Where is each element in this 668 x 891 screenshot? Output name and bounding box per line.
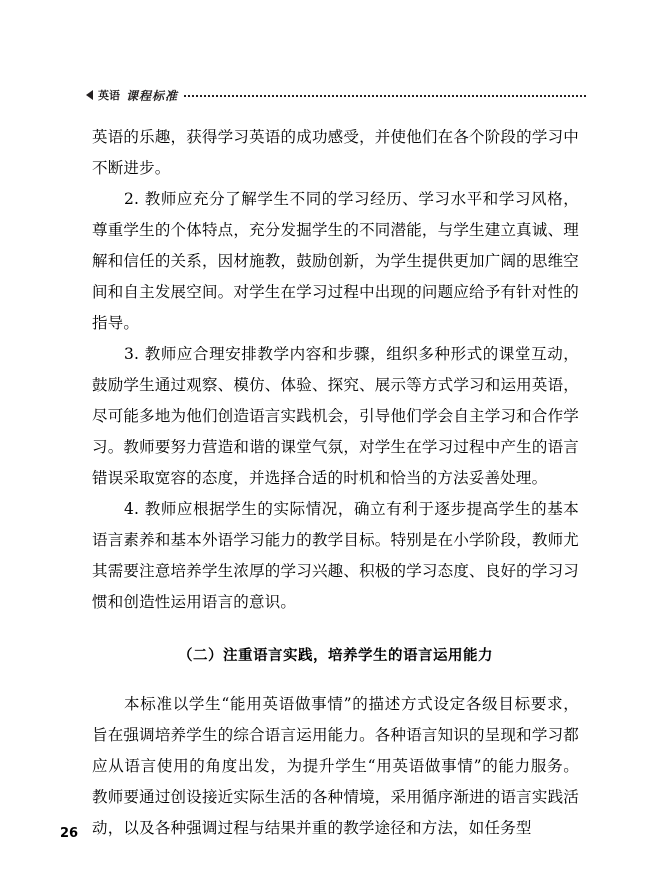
section-heading: （二）注重语言实践，培养学生的语言运用能力	[178, 647, 493, 664]
left-triangle-icon	[86, 90, 93, 100]
header-dotted-rule	[184, 95, 586, 98]
header-subject-label: 英语	[98, 89, 120, 102]
paragraph-item-3: 3. 教师应合理安排教学内容和步骤，组织多种形式的课堂互动，鼓励学生通过观察、模仿、体验、探究、展示等方式学习和运用英语，尽可能多地为他们创造语言实践机会，引导他们学会自主学习和合作学习。教师要努力营造和谐的课堂气氛，对学生在学习过程中产生的语言错误采取宽容的态度，并选择合适的时机和恰当的方法妥善处理。	[92, 345, 579, 487]
spacer-below-heading	[92, 671, 579, 689]
page-header	[86, 84, 586, 106]
spacer-above-heading	[92, 618, 579, 640]
paragraph-after-heading-1: 本标准以学生“能用英语做事情”的描述方式设定各级目标要求，旨在强调培养学生的综合语言运用能力。各种语言知识的呈现和学习都应从语言使用的角度出发，为提升学生“用英语做事情”的能力服务。教师要通过创设接近实际生活的各种情境，采用循序渐进的语言实践活动，以及各种强调过程与结果并重的教学途径和方法，如任务型	[92, 695, 579, 837]
paragraph-item-4: 4. 教师应根据学生的实际情况，确立有利于逐步提高学生的基本语言素养和基本外语学习能力的教学目标。特别是在小学阶段，教师尤其需要注意培养学生浓厚的学习兴趣、积极的学习态度、良好的学习习惯和创造性运用语言的意识。	[92, 500, 579, 611]
header-standard-label: 课程标准	[126, 88, 179, 103]
paragraph-continued: 英语的乐趣，获得学习英语的成功感受，并使他们在各个阶段的学习中不断进步。	[92, 128, 579, 177]
paragraph-item-2: 2. 教师应充分了解学生不同的学习经历、学习水平和学习风格，尊重学生的个体特点，充分发掘学生的不同潜能，与学生建立真诚、理解和信任的关系，因材施教，鼓励创新，为学生提供更加广阔的思维空间和自主发展空间。对学生在学习过程中出现的问题应给予有针对性的指导。	[92, 190, 579, 332]
page-number: 26	[60, 826, 79, 841]
body-text-column	[92, 122, 579, 844]
